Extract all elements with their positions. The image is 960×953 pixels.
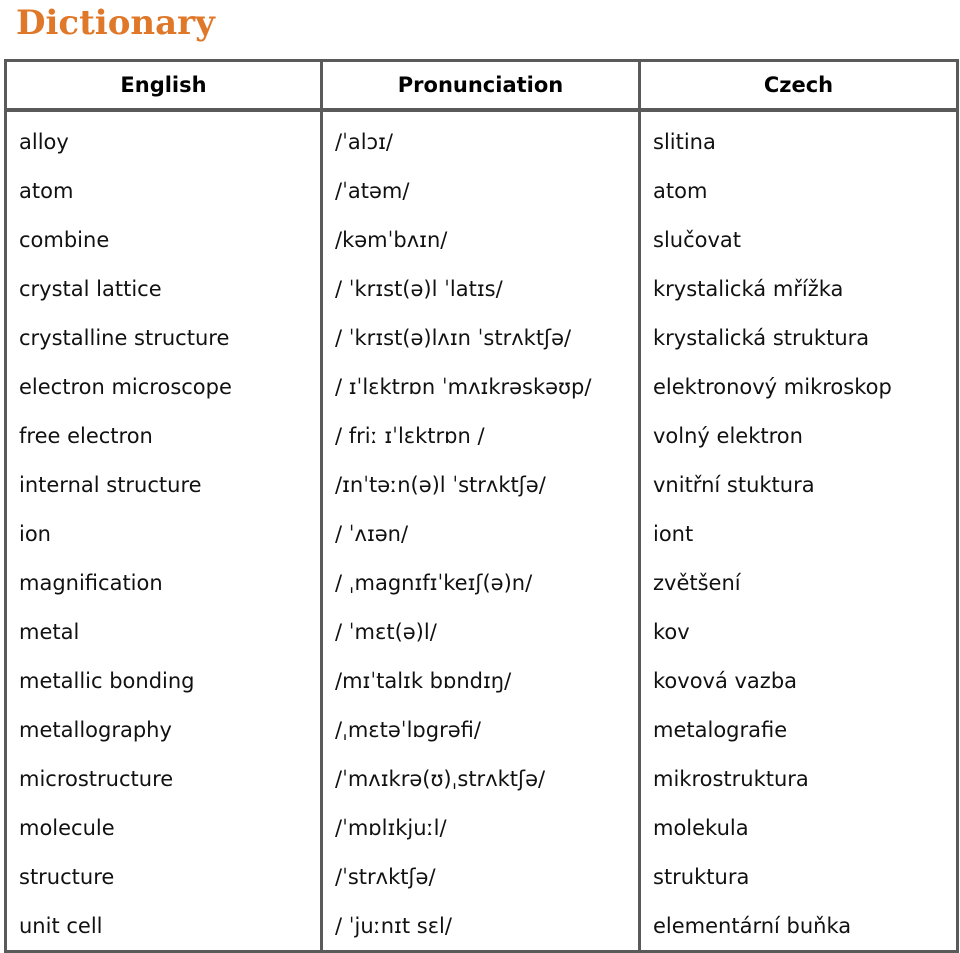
czech-term: krystalická mřížka: [640, 264, 958, 313]
pronunciation: /ˈalɔɪ/: [322, 110, 640, 166]
pronunciation: /mɪˈtalɪk bɒndɪŋ/: [322, 656, 640, 705]
czech-term: iont: [640, 509, 958, 558]
table-row: [6, 558, 958, 607]
english-term: microstructure: [6, 754, 322, 803]
pronunciation: /ˈmɒlɪkjuːl/: [322, 803, 640, 852]
czech-term: mikrostruktura: [640, 754, 958, 803]
czech-term: molekula: [640, 803, 958, 852]
english-term: internal structure: [6, 460, 322, 509]
pronunciation: / ˈmɛt(ə)l/: [322, 607, 640, 656]
english-term: molecule: [6, 803, 322, 852]
english-term: combine: [6, 215, 322, 264]
column-header-czech: Czech: [640, 61, 958, 111]
table-row: [6, 110, 958, 166]
table-row: [6, 803, 958, 852]
table-row: [6, 411, 958, 460]
pronunciation: / ɪˈlɛktrɒn ˈmʌɪkrəskəʊp/: [322, 362, 640, 411]
english-term: free electron: [6, 411, 322, 460]
english-term: atom: [6, 166, 322, 215]
pronunciation: /ˈstrʌktʃə/: [322, 852, 640, 901]
page-title: Dictionary: [16, 3, 215, 43]
czech-term: krystalická struktura: [640, 313, 958, 362]
table-row: [6, 607, 958, 656]
table-row: [6, 705, 958, 754]
pronunciation: / friː ɪˈlɛktrɒn /: [322, 411, 640, 460]
pronunciation: /ˈatəm/: [322, 166, 640, 215]
dictionary-table: [4, 59, 959, 953]
english-term: unit cell: [6, 901, 322, 952]
pronunciation: / ˈʌɪən/: [322, 509, 640, 558]
english-term: magnification: [6, 558, 322, 607]
pronunciation: / ˈjuːnɪt sɛl/: [322, 901, 640, 952]
table-row: [6, 166, 958, 215]
czech-term: struktura: [640, 852, 958, 901]
table-row: [6, 215, 958, 264]
english-term: metallic bonding: [6, 656, 322, 705]
english-term: metal: [6, 607, 322, 656]
english-term: ion: [6, 509, 322, 558]
english-term: metallography: [6, 705, 322, 754]
czech-term: slitina: [640, 110, 958, 166]
table-body: [6, 110, 958, 952]
header-row: [6, 61, 958, 111]
czech-term: zvětšení: [640, 558, 958, 607]
czech-term: elementární buňka: [640, 901, 958, 952]
column-header-pronunciation: Pronunciation: [322, 61, 640, 111]
pronunciation: /kəmˈbʌɪn/: [322, 215, 640, 264]
czech-term: metalografie: [640, 705, 958, 754]
table-row: [6, 852, 958, 901]
czech-term: volný elektron: [640, 411, 958, 460]
pronunciation: /ɪnˈtəːn(ə)l ˈstrʌktʃə/: [322, 460, 640, 509]
english-term: crystal lattice: [6, 264, 322, 313]
pronunciation: /ˈmʌɪkrə(ʊ)ˌstrʌktʃə/: [322, 754, 640, 803]
table-row: [6, 460, 958, 509]
czech-term: slučovat: [640, 215, 958, 264]
table-row: [6, 509, 958, 558]
czech-term: kov: [640, 607, 958, 656]
english-term: alloy: [6, 110, 322, 166]
table-row: [6, 264, 958, 313]
table-row: [6, 656, 958, 705]
czech-term: elektronový mikroskop: [640, 362, 958, 411]
table-row: [6, 362, 958, 411]
table-row: [6, 754, 958, 803]
czech-term: kovová vazba: [640, 656, 958, 705]
table-header: [6, 61, 958, 111]
czech-term: vnitřní stuktura: [640, 460, 958, 509]
column-header-english: English: [6, 61, 322, 111]
pronunciation: /ˌmɛtəˈlɒgrəfi/: [322, 705, 640, 754]
table-row: [6, 313, 958, 362]
english-term: electron microscope: [6, 362, 322, 411]
czech-term: atom: [640, 166, 958, 215]
pronunciation: / ˈkrɪst(ə)lʌɪn ˈstrʌktʃə/: [322, 313, 640, 362]
table-row: [6, 901, 958, 952]
pronunciation: / ˌmagnɪfɪˈkeɪʃ(ə)n/: [322, 558, 640, 607]
english-term: crystalline structure: [6, 313, 322, 362]
pronunciation: / ˈkrɪst(ə)l ˈlatɪs/: [322, 264, 640, 313]
english-term: structure: [6, 852, 322, 901]
